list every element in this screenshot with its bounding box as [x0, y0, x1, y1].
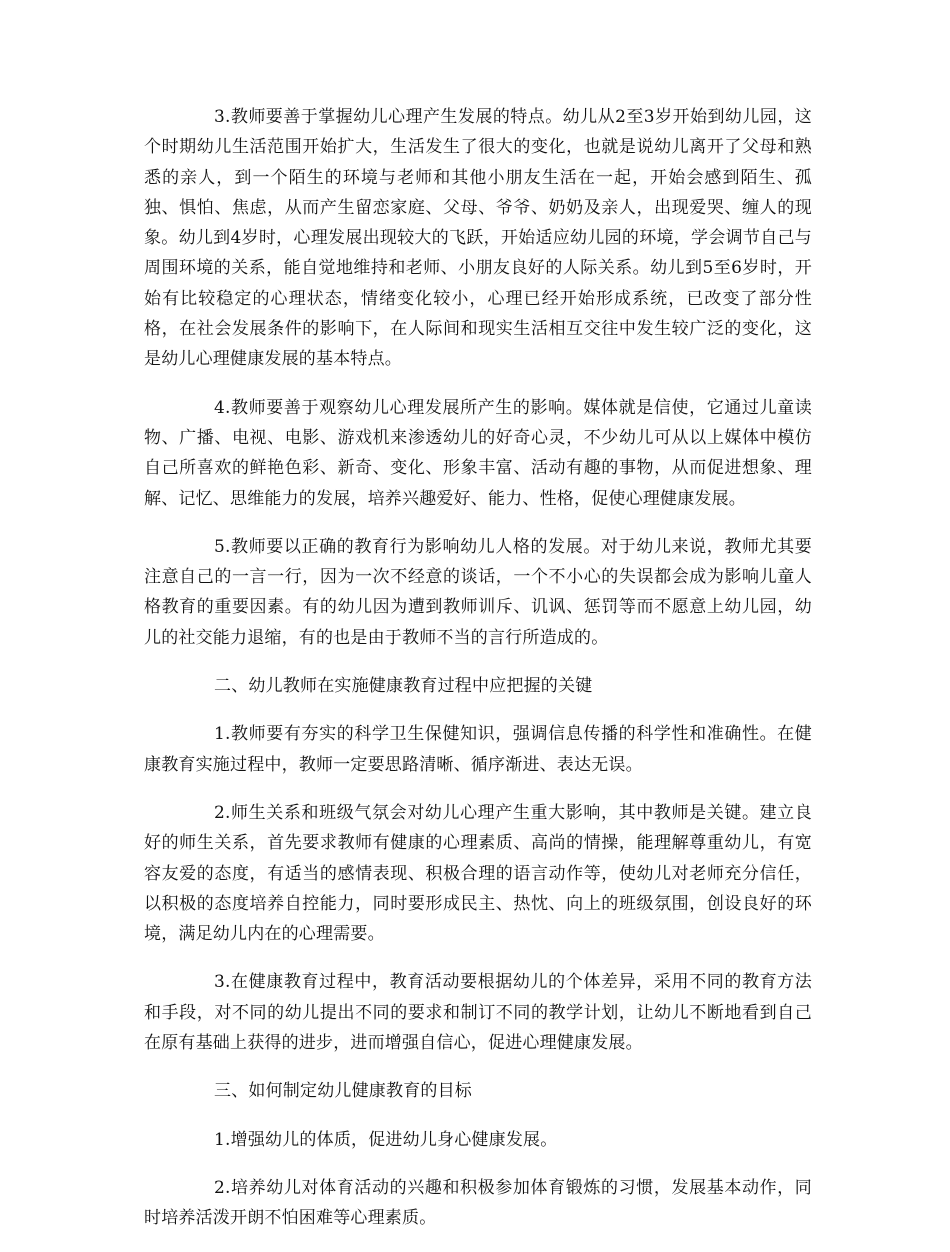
- paragraph-key-1: 1.教师要有夯实的科学卫生保健知识，强调信息传播的科学性和准确性。在健康教育实施过程中，教师一定要思路清晰、循序渐进、表达无误。: [144, 724, 812, 775]
- section-heading-3: 三、如何制定幼儿健康教育的目标: [214, 1081, 472, 1102]
- paragraph-goal-1: 1.增强幼儿的体质，促进幼儿身心健康发展。: [214, 1129, 558, 1150]
- paragraph-key-2: 2.师生关系和班级气氛会对幼儿心理产生重大影响，其中教师是关键。建立良好的师生关系，首先要求教师有健康的心理素质、高尚的情操，能理解尊重幼儿，有宽容友爱的态度，有适当的感情表现、积极合理的语言动作等，使幼儿对老师充分信任，以积极的态度培养自控能力，同时要形成民主、热忱、向上的班级氛围，创设良好的环境，满足幼儿内在的心理需要。: [144, 802, 812, 945]
- document-body: [144, 102, 812, 1252]
- paragraph-3-teacher-grasp-characteristics: 3.教师要善于掌握幼儿心理产生发展的特点。幼儿从2至3岁开始到幼儿园，这个时期幼儿生活范围开始扩大，生活发生了很大的变化，也就是说幼儿离开了父母和熟悉的亲人，到一个陌生的环境与老师和其他小朋友生活在一起，开始会感到陌生、孤独、惧怕、焦虑，从而产生留恋家庭、父母、爷爷、奶奶及亲人，出现爱哭、缠人的现象。幼儿到4岁时，心理发展出现较大的飞跃，开始适应幼儿园的环境，学会调节自己与周围环境的关系，能自觉地维持和老师、小朋友良好的人际关系。幼儿到5至6岁时，开始有比较稳定的心理状态，情绪变化较小，心理已经开始形成系统，已改变了部分性格，在社会发展条件的影响下，在人际间和现实生活相互交往中发生较广泛的变化，这是幼儿心理健康发展的基本特点。: [144, 107, 812, 370]
- paragraph-goal-2: 2.培养幼儿对体育活动的兴趣和积极参加体育锻炼的习惯，发展基本动作，同时培养活泼开朗不怕困难等心理素质。: [144, 1177, 812, 1229]
- section-heading-2: 二、幼儿教师在实施健康教育过程中应把握的关键: [214, 676, 593, 697]
- paragraph-5-teacher-behavior: 5.教师要以正确的教育行为影响幼儿人格的发展。对于幼儿来说，教师尤其要注意自己的一言一行，因为一次不经意的谈话，一个不小心的失误都会成为影响儿童人格教育的重要因素。有的幼儿因为遭到教师训斥、讥讽、惩罚等而不愿意上幼儿园，幼儿的社交能力退缩，有的也是由于教师不当的言行所造成的。: [144, 536, 812, 648]
- paragraph-key-3: 3.在健康教育过程中，教育活动要根据幼儿的个体差异，采用不同的教育方法和手段，对不同的幼儿提出不同的要求和制订不同的教学计划，让幼儿不断地看到自己在原有基础上获得的进步，进而增强自信心，促进心理健康发展。: [144, 972, 812, 1054]
- paragraph-4-observe-media-influence: 4.教师要善于观察幼儿心理发展所产生的影响。媒体就是信使，它通过儿童读物、广播、电视、电影、游戏机来渗透幼儿的好奇心灵，不少幼儿可从以上媒体中模仿自己所喜欢的鲜艳色彩、新奇、变化、形象丰富、活动有趣的事物，从而促进想象、理解、记忆、思维能力的发展，培养兴趣爱好、能力、性格，促使心理健康发展。: [144, 397, 812, 509]
